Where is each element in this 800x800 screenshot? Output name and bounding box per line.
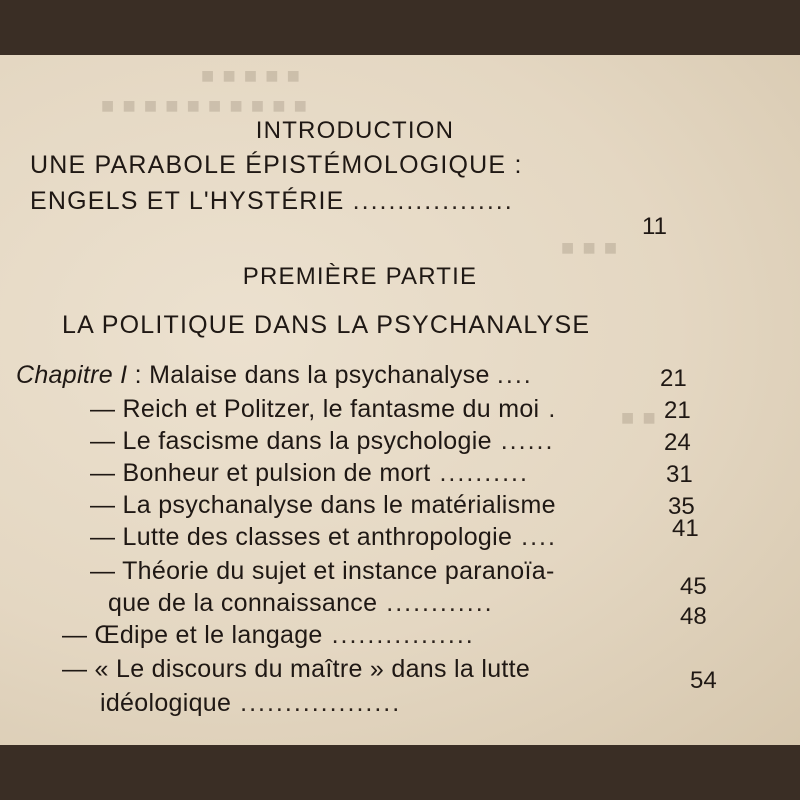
toc-entry-3 bbox=[90, 459, 529, 488]
bleed-through-2: ■ ■ ■ ■ ■ ■ ■ ■ ■ ■ bbox=[100, 93, 307, 118]
toc-entry-5-page: 41 bbox=[672, 515, 699, 542]
toc-entry-6-text2: que de la connaissance bbox=[108, 589, 378, 617]
toc-entry-1-page: 21 bbox=[664, 397, 691, 424]
chapter-1-line bbox=[16, 361, 533, 390]
toc-entry-4-text: — La psychanalyse dans le matérialisme bbox=[90, 491, 556, 519]
leader-dots: .................. bbox=[231, 689, 402, 717]
leader-dots: ...... bbox=[491, 427, 555, 455]
toc-entry-8-continuation bbox=[100, 689, 401, 718]
toc-entry-4 bbox=[90, 491, 556, 520]
toc-entry-8-text2: idéologique bbox=[100, 689, 232, 717]
toc-entry-6-page: 45 bbox=[680, 573, 707, 600]
chapter-1-label: Chapitre I bbox=[16, 361, 128, 389]
toc-entry-6 bbox=[90, 557, 555, 586]
book-page bbox=[0, 55, 800, 745]
toc-entry-1 bbox=[90, 395, 557, 424]
toc-entry-8-page: 54 bbox=[690, 667, 717, 694]
leader-dots: .... bbox=[512, 523, 557, 551]
leader-dots: ............ bbox=[377, 589, 494, 617]
toc-entry-7 bbox=[62, 621, 475, 650]
leader-dots: .... bbox=[496, 361, 533, 389]
toc-entry-5-text: — Lutte des classes et anthropologie bbox=[90, 523, 513, 551]
introduction-title-line2-text: ENGELS ET L'HYSTÉRIE bbox=[30, 187, 345, 215]
introduction-heading: INTRODUCTION bbox=[255, 117, 455, 144]
introduction-page-number: 11 bbox=[642, 213, 667, 240]
bleed-through-3: ■ ■ ■ bbox=[560, 235, 618, 260]
toc-entry-1-text: — Reich et Politzer, le fantasme du moi bbox=[90, 395, 540, 423]
leader-dots: . bbox=[539, 395, 558, 423]
toc-entry-4-page: 35 bbox=[668, 493, 695, 520]
part-one-heading: PREMIÈRE PARTIE bbox=[242, 263, 478, 290]
toc-entry-2-page: 24 bbox=[664, 429, 691, 456]
toc-entry-2 bbox=[90, 427, 554, 456]
chapter-1-page-number: 21 bbox=[660, 365, 687, 392]
bleed-through-4: ■ ■ bbox=[620, 405, 656, 430]
leader-dots: .......... bbox=[430, 459, 529, 487]
part-one-title: LA POLITIQUE DANS LA PSYCHANALYSE bbox=[62, 311, 591, 339]
toc-entry-8 bbox=[62, 655, 530, 684]
introduction-title-line1: UNE PARABOLE ÉPISTÉMOLOGIQUE : bbox=[30, 151, 523, 179]
toc-entry-7-text: — Œdipe et le langage bbox=[62, 621, 323, 649]
toc-entry-6-text: — Théorie du sujet et instance paranoïa- bbox=[90, 557, 555, 585]
toc-entry-3-text: — Bonheur et pulsion de mort bbox=[90, 459, 431, 487]
toc-entry-6-continuation bbox=[108, 589, 494, 618]
chapter-1-title: : Malaise dans la psychanalyse bbox=[127, 361, 490, 389]
leader-dots: .................. bbox=[352, 187, 514, 215]
toc-entry-8-text: — « Le discours du maître » dans la lutte bbox=[62, 655, 531, 683]
toc-entry-5 bbox=[90, 523, 557, 552]
toc-entry-3-page: 31 bbox=[666, 461, 693, 488]
toc-entry-7-page: 48 bbox=[680, 603, 707, 630]
introduction-title-line2 bbox=[30, 187, 514, 216]
toc-entry-2-text: — Le fascisme dans la psychologie bbox=[90, 427, 492, 455]
bleed-through-1: ■ ■ ■ ■ ■ bbox=[200, 63, 300, 88]
leader-dots: ................ bbox=[322, 621, 475, 649]
